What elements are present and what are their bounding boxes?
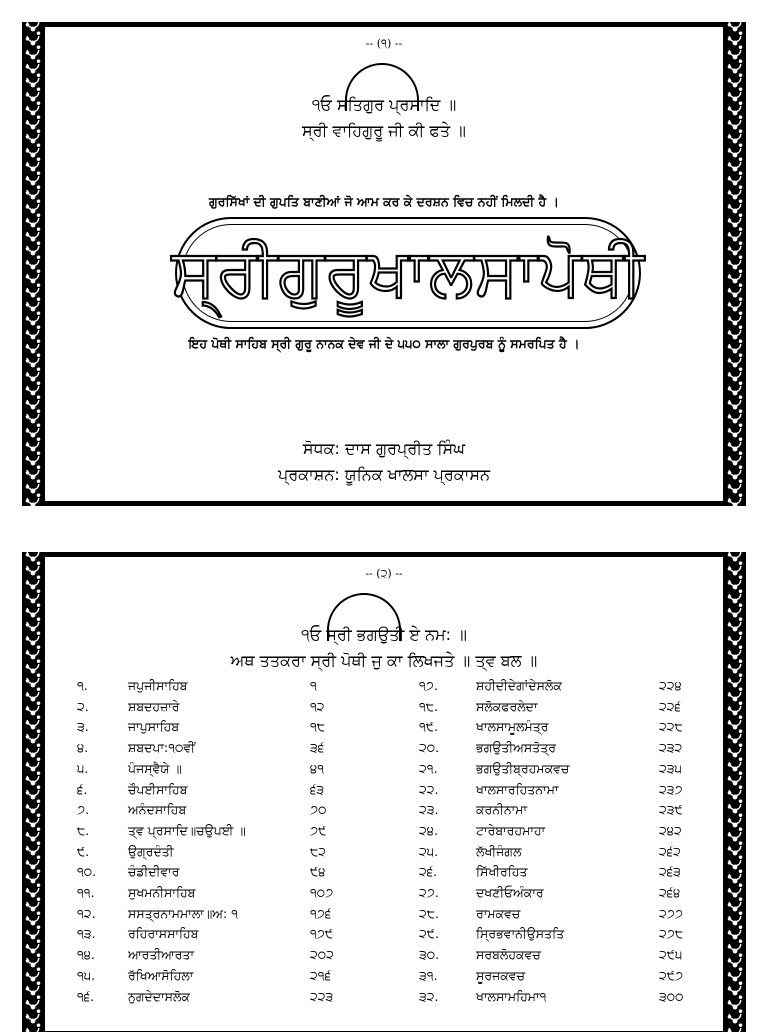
toc-entry-page: ੧੭੬ — [310, 905, 332, 921]
toc-entry-page: ੨੨੩ — [310, 988, 334, 1004]
toc-entry-title: ਤ੍ਵ ਪ੍ਰਸਾਦਿ॥ਚਉਪਈ ॥ — [128, 822, 246, 838]
toc-entry-number: ੨੯. — [419, 926, 439, 942]
toc-entry-number: ੨੩. — [419, 802, 439, 818]
toc-entry-number: ੨੫. — [419, 843, 439, 859]
toc-entry-title: ਲੱਖੀਜੰਗਲ — [476, 843, 522, 859]
toc-entry-page: ੨੨੮ — [659, 719, 683, 735]
toc-entry-title: ਰੱਖਿਆਸੋਹਿਲਾ — [128, 967, 194, 983]
publisher-credit: ਪ੍ਰਕਾਸ਼ਨ: ਯੂਨਿਕ ਖਾਲਸਾ ਪ੍ਰਕਾਸਨ — [278, 465, 490, 484]
toc-entry — [45, 676, 725, 696]
book-title: ਸ੍ਰੀਗੁਰੂਖਾਲਸਾਪੋਥੀ — [171, 234, 645, 311]
invocation-line-1: ੧ਓ ਸ੍ਰੀ ਭਗਉਤੀ ਏ ਨਮ: ॥ — [301, 625, 467, 644]
toc-entry-page: ੨੪੨ — [659, 822, 682, 838]
toc-entry — [45, 800, 725, 820]
toc-entry — [45, 945, 725, 965]
toc-entry-title: ਆਰਤੀਆਰਤਾ — [128, 947, 195, 963]
toc-entry-title: ਰਾਮਕਵਚ — [476, 905, 521, 921]
toc-entry-title: ਜਾਪੁਸਾਹਿਬ — [128, 719, 180, 735]
toc-entry — [45, 759, 725, 779]
toc-entry — [45, 738, 725, 758]
toc-entry-number: ੧੫. — [77, 967, 96, 983]
toc-entry-number: ੧੧. — [77, 885, 95, 900]
title-frame-inner — [171, 224, 645, 322]
toc-entry-title: ਚੌਪਈਸਾਹਿਬ — [128, 781, 188, 797]
toc-entry-number: ੩੧. — [419, 967, 438, 983]
toc-entry-title: ਸਸਤ੍ਰਨਾਮਮਾਲਾ॥ਅ: ੧ — [128, 905, 238, 921]
toc-entry-number: ੨੮. — [419, 905, 440, 921]
page-one-content — [44, 26, 724, 502]
ornamental-border-right — [724, 552, 746, 1032]
toc-entry-page: ੧੦੭ — [310, 885, 334, 900]
toc-entry-page: ੭੯ — [310, 822, 327, 838]
toc-entry-page: ੨੩੭ — [659, 781, 683, 797]
toc-entry-page: ੨੩੯ — [659, 802, 683, 818]
toc-entry-page: ੧੭੯ — [310, 926, 334, 942]
toc-entry-number: ੩. — [77, 719, 89, 735]
toc-entry-title: ਸਲੋਕਫਰਲੇਦਾ — [476, 698, 538, 714]
editor-credit: ਸੋਧਕ: ਦਾਸ ਗੁਰਪ੍ਰੀਤ ਸਿੰਘ — [302, 439, 466, 458]
toc-entry-number: ੧੬. — [77, 988, 95, 1004]
toc-entry-page: ੨੦੨ — [310, 947, 334, 963]
toc-entry-number: ੪. — [77, 740, 89, 756]
toc-entry-number: ੬. — [77, 781, 88, 797]
toc-entry-title: ਖਾਲਸਾਰਹਿਤਨਾਮਾ — [476, 781, 559, 797]
toc-entry — [45, 821, 725, 841]
toc-entry-page: ੨੭੭ — [659, 905, 683, 921]
dedication: ਇਹ ਪੋਥੀ ਸਾਹਿਬ ਸ੍ਰੀ ਗੁਰੂ ਨਾਨਕ ਦੇਵ ਜੀ ਦੇ ੫੫੦ ਸਾਲਾ ਗੁਰਪੁਰਬ ਨੂੰ ਸਮਰਪਿਤ ਹੈ । — [188, 336, 580, 351]
toc-entry-title: ਸਿੱਖੀਰਹਿਤ — [476, 864, 528, 880]
toc-entry-title: ਭਗਉਤੀਅਸਤੋਤ੍ਰ — [476, 740, 556, 756]
toc-entry-number: ੨੦. — [419, 740, 440, 756]
toc-entry-page: ੮੨ — [310, 843, 327, 859]
toc-entry-page: ੨੨੪ — [659, 678, 682, 693]
page-number: -- (੧) -- — [365, 37, 403, 50]
toc-entry-title: ਸੁਖਮਨੀਸਾਹਿਬ — [128, 885, 196, 900]
toc-entry — [45, 780, 725, 800]
toc-entry-number: ੩੨. — [419, 988, 439, 1004]
toc-entry-title: ਟਾਰੇਬਾਰਹਮਾਹਾ — [476, 822, 546, 838]
toc-entry-title: ਉਗ੍ਰਦੰਤੀ — [128, 843, 174, 859]
toc-entry-title: ਅਨੰਦਸਾਹਿਬ — [128, 802, 187, 818]
toc-entry-title: ਸ਼ਹੀਦੀਦੇਗਾਂਦੇਸਲੋਕ — [476, 678, 562, 693]
toc-entry-title: ਸਰਬਲੋਹਕਵਚ — [476, 947, 541, 963]
page-number: -- (੨) -- — [365, 567, 403, 580]
toc-entry-number: ੨੪. — [419, 822, 438, 838]
toc-entry-page: ੧੮ — [310, 719, 326, 735]
toc-entry — [45, 924, 725, 944]
toc-entry-page: ੭੦ — [310, 802, 327, 818]
toc-entry-number: ੧੮. — [419, 698, 439, 714]
toc-entry-page: ੨੭੮ — [659, 926, 684, 942]
toc-entry-page: ੨੩੫ — [659, 760, 682, 776]
toc-entry-number: ੧੨. — [77, 905, 96, 921]
toc-entry — [45, 966, 725, 986]
toc-entry — [45, 904, 725, 924]
toc-entry-page: ੬੩ — [310, 781, 325, 797]
toc-entry-page: ੧੨ — [310, 698, 325, 714]
toc-entry-title: ਦਖਣੀਓਅੰਕਾਰ — [476, 885, 544, 900]
invocation-line-1: ੧ਓ ਸਤਿਗੁਰ ਪ੍ਰਸਾਦਿ ॥ — [311, 95, 457, 114]
subtitle: ਗੁਰਸਿੱਖਾਂ ਦੀ ਗੁਪਤਿ ਬਾਣੀਆਂ ਜੋ ਆਮ ਕਰ ਕੇ ਦਰਸ਼ਨ ਵਿਚ ਨਹੀਂ ਮਿਲਦੀ ਹੈ । — [209, 194, 559, 209]
toc-entry-page: ੨੯੫ — [659, 947, 683, 963]
toc-entry-page: ੨੬੩ — [659, 864, 681, 880]
toc-entry-title: ਸ਼ਬਦਪਾ:੧੦ਵੀਂ — [128, 740, 196, 756]
toc-entry-number: ੧੦. — [77, 864, 97, 880]
toc-entry-title: ਨੁਗਦੇਦਾਸਲੋਕ — [128, 988, 190, 1004]
toc-entry — [45, 987, 725, 1007]
page-two-content — [44, 556, 724, 1032]
ornamental-border-left — [22, 552, 44, 1032]
page-two — [22, 552, 746, 1032]
toc-entry-title: ਕਰਨੀਨਾਮਾ — [476, 802, 528, 818]
toc-entry-title: ਸ਼ਬਦਹਜ਼ਾਰੇ — [128, 698, 180, 714]
toc-entry-number: ੧੭. — [419, 678, 438, 693]
toc-entry-number: ੮. — [77, 822, 90, 838]
invocation-line-2: ਸ੍ਰੀ ਵਾਹਿਗੁਰੂ ਜੀ ਕੀ ਫਤੇ ॥ — [302, 121, 466, 140]
toc-entry-title: ਪੰਜਸ੍ਵੈਯੇ ॥ — [128, 760, 182, 776]
toc-entry-title: ਖਾਲਸਾਮੂਲਮੰਤ੍ਰ — [476, 719, 549, 735]
toc-entry-page: ੧ — [310, 678, 317, 693]
toc-entry-number: ੧੩. — [77, 926, 96, 942]
toc-entry — [45, 842, 725, 862]
toc-entry-page: ੨੯੭ — [659, 967, 684, 983]
toc-entry-number: ੨੬. — [419, 864, 438, 880]
toc-entry-page: ੨੩੨ — [659, 740, 683, 756]
toc-entry-title: ਚੰਡੀਦੀਵਾਰ — [128, 864, 180, 880]
page-one — [22, 22, 746, 506]
toc-entry-title: ਰਹਿਰਾਸਸਾਹਿਬ — [128, 926, 199, 942]
ornamental-border-left — [22, 22, 44, 506]
toc-entry — [45, 697, 725, 717]
toc-entry-number: ੧. — [77, 678, 88, 693]
toc-entry-page: ੨੧੬ — [310, 967, 331, 983]
toc-entry-page: ੩੦੦ — [659, 988, 684, 1004]
toc-entry-page: ੩੬ — [310, 740, 325, 756]
toc-entry-page: ੨੬੨ — [659, 843, 681, 859]
toc-entry-page: ੨੬੪ — [659, 885, 681, 900]
ornamental-border-right — [724, 22, 746, 506]
toc-entry-title: ਸੂਰਜਕਵਚ — [476, 967, 526, 983]
toc-entry-title: ਸ੍ਰਿਭਵਾਨੀਉਸਤਤਿ — [476, 926, 565, 942]
toc-entry-number: ੫. — [77, 760, 89, 776]
toc-entry-number: ੨੨. — [419, 781, 439, 797]
toc-entry-number: ੯. — [77, 843, 90, 859]
toc-entry-page: ੨੨੬ — [659, 698, 681, 714]
toc-entry-title: ਖਾਲਸਾਮਹਿਮਾ੧ — [476, 988, 547, 1004]
toc-entry-number: ੧੯. — [419, 719, 438, 735]
toc-entry — [45, 862, 725, 882]
toc-entry — [45, 717, 725, 737]
toc-entry-number: ੧੪. — [77, 947, 95, 963]
toc-entry-number: ੨੭. — [419, 885, 439, 900]
toc-entry-number: ੨. — [77, 698, 89, 714]
toc-entry-number: ੭. — [77, 802, 90, 818]
toc-entry-title: ਜਪੁਜੀਸਾਹਿਬ — [128, 678, 188, 693]
toc-entry-page: ੯੪ — [310, 864, 326, 880]
toc-entry-page: ੪੧ — [310, 760, 324, 776]
toc-entry-number: ੨੧. — [419, 760, 438, 776]
toc-entry-number: ੩੦. — [419, 947, 440, 963]
title-frame — [171, 217, 645, 329]
toc-heading: ਅਥ ਤਤਕਰਾ ਸ੍ਰੀ ਪੋਥੀ ਜੁ ਕਾ ਲਿਖਜਤੇ ॥ ਤ੍ਵ ਬਲ ॥ — [230, 651, 538, 670]
toc-entry — [45, 883, 725, 903]
toc-entry-title: ਭਗਉਤੀਬ੍ਰਹਮਕਵਚ — [476, 760, 570, 776]
